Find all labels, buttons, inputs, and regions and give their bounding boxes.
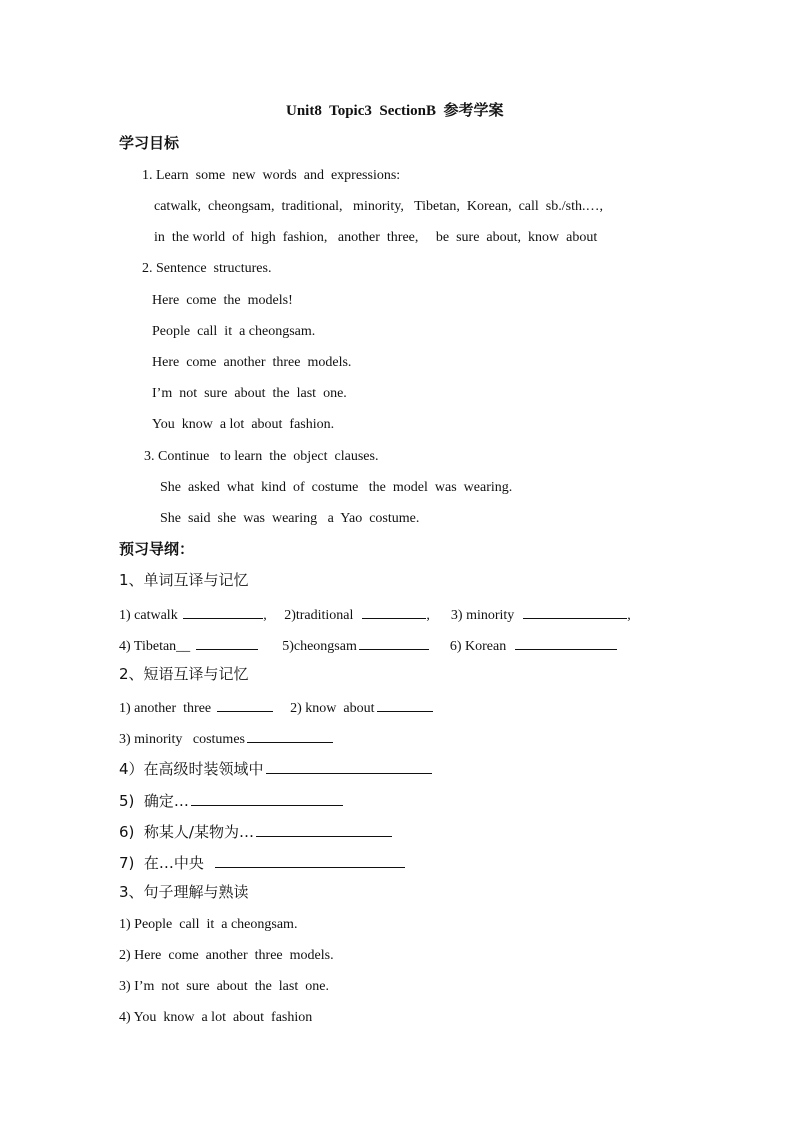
row-end-comma: ,: [627, 608, 631, 623]
part-3-item-2: 2) Here come another three models.: [119, 948, 334, 963]
sentence-4: I’m not sure about the last one.: [152, 386, 347, 401]
answer-blank[interactable]: [359, 635, 429, 650]
clause-2: She said she was wearing a Yao costume.: [160, 511, 420, 526]
answer-blank[interactable]: [266, 759, 432, 774]
item-minority-costumes: 3) minority costumes: [119, 732, 245, 747]
part-2-row-2: [119, 728, 333, 749]
item-korean: 6) Korean: [428, 639, 514, 654]
part-3-item-3: 3) I’m not sure about the last one.: [119, 979, 329, 994]
item-another-three: 1) another three: [119, 701, 215, 716]
answer-blank[interactable]: [247, 728, 333, 743]
sentence-5: You know a lot about fashion.: [152, 417, 335, 432]
goal-1-words-a: catwalk, cheongsam, traditional, minority, Tibetan, Korean, call sb./sth.…,: [154, 199, 603, 214]
item-minority: , 3) minority: [426, 608, 522, 623]
answer-blank[interactable]: [362, 604, 426, 619]
part-2-item-7: 7) 在…中央: [119, 853, 405, 874]
answer-blank[interactable]: [377, 697, 433, 712]
item-catwalk: 1) catwalk: [119, 608, 182, 623]
item-tibetan: 4) Tibetan__: [119, 639, 194, 654]
answer-blank[interactable]: [217, 697, 273, 712]
part-2-row-1: [119, 697, 433, 718]
answer-blank[interactable]: [215, 853, 405, 868]
sentence-2: People call it a cheongsam.: [152, 324, 316, 339]
part-2-item-4: 4）在高级时装领域中: [119, 759, 432, 780]
sentence-3: Here come another three models.: [152, 355, 352, 370]
goal-1-words-b: in the world of high fashion, another three, be sure about, know about: [154, 230, 598, 245]
answer-blank[interactable]: [191, 791, 343, 806]
answer-blank[interactable]: [256, 822, 392, 837]
part-3-heading: 3、句子理解与熟读: [119, 883, 249, 901]
sentence-1: Here come the models!: [152, 293, 293, 308]
answer-blank[interactable]: [515, 635, 617, 650]
goal-3: 3. Continue to learn the object clauses.: [144, 449, 379, 464]
part-3-item-4: 4) You know a lot about fashion: [119, 1010, 313, 1025]
part-2-heading: 2、短语互译与记忆: [119, 665, 249, 683]
part-3-item-1: 1) People call it a cheongsam.: [119, 917, 298, 932]
item-know-about: 2) know about: [272, 701, 375, 716]
section-preview-heading: 预习导纲：: [119, 540, 195, 558]
clause-1: She asked what kind of costume the model was wearing.: [160, 480, 513, 495]
item-traditional: , 2)traditional: [263, 608, 361, 623]
goal-2: 2. Sentence structures.: [142, 261, 272, 276]
part-2-item-6: 6) 称某人/某物为…: [119, 822, 392, 843]
answer-blank[interactable]: [196, 635, 258, 650]
answer-blank[interactable]: [183, 604, 263, 619]
item-cheongsam: 5)cheongsam: [257, 639, 357, 654]
part-1-row-2: [119, 635, 617, 656]
page-title: Unit8 Topic3 SectionB 参考学案: [286, 103, 504, 119]
part-1-heading: 1、单词互译与记忆: [119, 571, 249, 589]
part-2-item-5: 5) 确定…: [119, 791, 343, 812]
section-goals-heading: 学习目标: [119, 134, 180, 152]
goal-1: 1. Learn some new words and expressions:: [142, 168, 401, 183]
part-1-row-1: [119, 604, 631, 625]
answer-blank[interactable]: [523, 604, 627, 619]
